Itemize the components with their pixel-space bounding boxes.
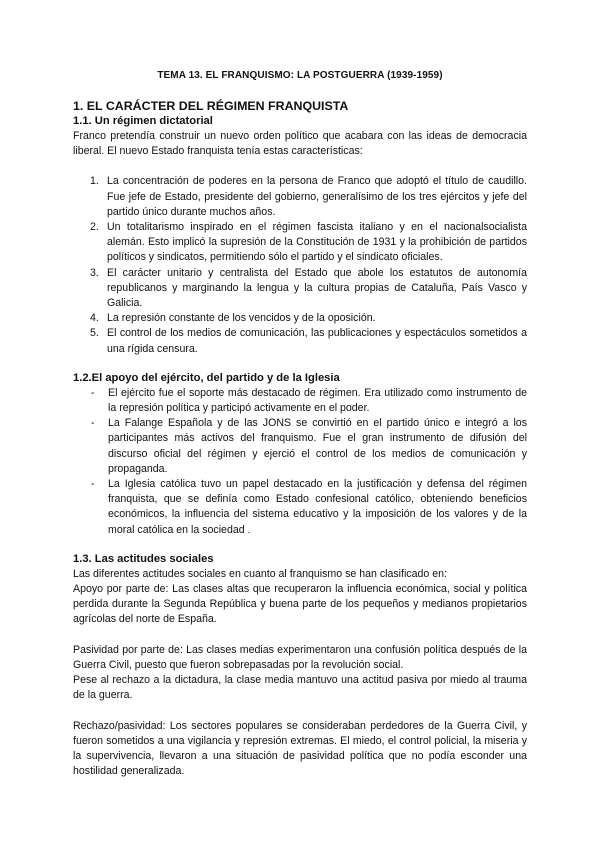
section-1-heading: 1. EL CARÁCTER DEL RÉGIMEN FRANQUISTA	[73, 99, 349, 113]
document-title: TEMA 13. EL FRANQUISMO: LA POSTGUERRA (1939-1959)	[157, 70, 443, 81]
paragraph: Pese al rechazo a la dictadura, la clase media mantuvo una actitud pasiva por miedo al trauma de la guerra.	[73, 674, 527, 702]
section-1-2-heading: 1.2.El apoyo del ejército, del partido y de la Iglesia	[73, 371, 340, 384]
list-item: 3. El carácter unitario y centralista del Estado que abole los estatutos de autonomía republicanos y marginando la lengua y la cultura propias de Cataluña, País Vasco y Galicia.	[90, 266, 527, 310]
paragraph: Rechazo/pasividad: Los sectores populares se consideraban perdedores de la Guerra Civil, y fueron sometidos a una vigilancia y represión extremas. El miedo, el control policial, la miseria y la supervivencia, llevaron a una situación de pasividad política que no podía esconder una hostilidad generalizada.	[73, 719, 527, 778]
list-item: 2. Un totalitarismo inspirado en el régimen fascista italiano y en el nacionalsocialista alemán. Esto implicó la supresión de la Constitución de 1931 y la prohibición de partidos políticos y sindicatos, permitiendo sólo el partido y el sindicato oficiales.	[90, 221, 527, 264]
document-body	[73, 98, 527, 779]
list-item: 4. La represión constante de los vencidos y de la oposición.	[90, 312, 376, 325]
paragraph: Apoyo por parte de: Las clases altas que recuperaron la influencia económica, social y política perdida durante la Segunda República y buena parte de los pequeños y medianos propietarios agrícolas del norte de España.	[73, 583, 527, 626]
list-item: 5. El control de los medios de comunicación, las publicaciones y espectáculos sometidos a una rígida censura.	[90, 327, 527, 355]
section-1-1-heading: 1.1. Un régimen dictatorial	[73, 115, 213, 127]
characteristics-list	[73, 174, 527, 356]
list-item: - El ejército fue el soporte más destacado de régimen. Era utilizado como instrumento de la represión política y participó activamente en el poder.	[91, 386, 527, 415]
paragraph: Pasividad por parte de: Las clases medias experimentaron una confusión política después de la Guerra Civil, puesto que fueron sobrepasadas por la revolución social.	[73, 643, 527, 671]
section-1-1-intro: Franco pretendía construir un nuevo orden político que acabara con las ideas de democracia liberal. El nuevo Estado franquista tenía estas características:	[73, 130, 527, 158]
support-list	[73, 386, 527, 538]
list-item: - La Iglesia católica tuvo un papel destacado en la justificación y defensa del régimen franquista, que se definía como Estado confesional católico, obteniendo beneficios económicos, la influencia del sistema educativo y la imposición de los valores y de la moral católica en la sociedad .	[91, 478, 527, 536]
list-item: 1. La concentración de poderes en la persona de Franco que adoptó el título de caudillo. Fue jefe de Estado, presidente del gobierno, generalísimo de los tres ejércitos y jefe del partido único durante muchos años.	[90, 175, 527, 218]
section-1-3-heading: 1.3. Las actitudes sociales	[73, 552, 214, 565]
list-item: - La Falange Española y de las JONS se convirtió en el partido único e integró a los participantes más activos del franquismo. Fue el gran instrumento de difusión del discurso oficial del régimen y ejerció el control de los medios de comunicación y propaganda.	[91, 417, 527, 475]
paragraph: Las diferentes actitudes sociales en cuanto al franquismo se han clasificado en:	[73, 567, 447, 580]
